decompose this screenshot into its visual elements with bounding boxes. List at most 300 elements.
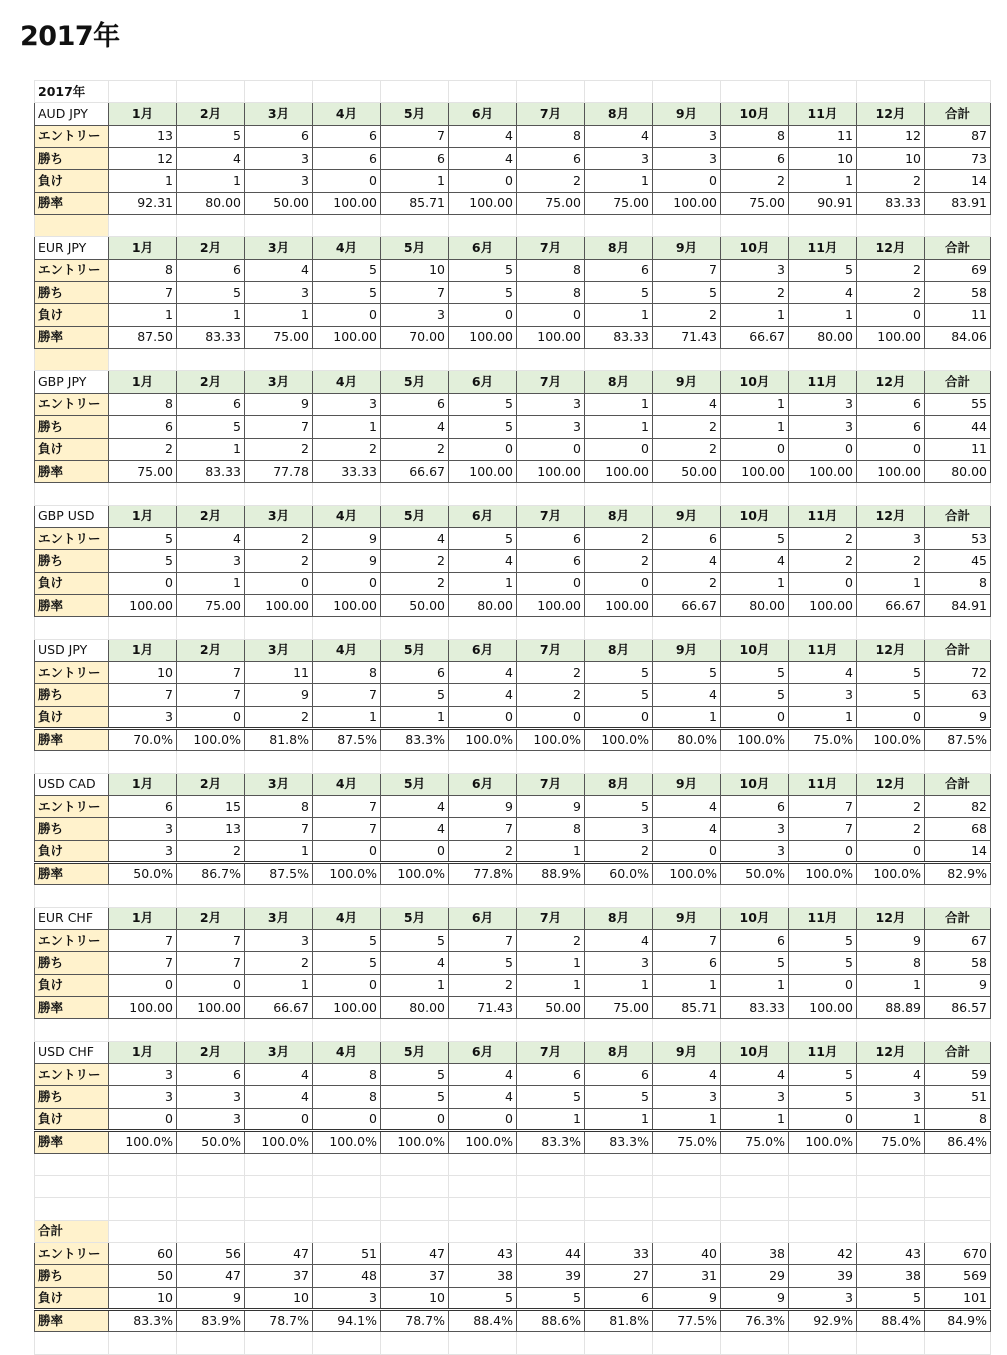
row-label-cell[interactable]: 勝率 — [35, 1309, 109, 1331]
value-cell[interactable]: 3 — [245, 282, 313, 304]
value-cell[interactable]: 3 — [177, 550, 245, 572]
value-cell[interactable]: 80.00 — [449, 594, 517, 616]
empty-cell[interactable] — [35, 215, 109, 237]
value-cell[interactable]: 1 — [177, 304, 245, 326]
value-cell[interactable]: 33.33 — [313, 460, 381, 482]
value-cell[interactable]: 80.00 — [177, 192, 245, 214]
value-cell[interactable]: 75.00 — [177, 594, 245, 616]
value-cell[interactable]: 4 — [653, 684, 721, 706]
value-cell[interactable]: 3 — [721, 818, 789, 840]
row-label-cell[interactable]: 勝率 — [35, 728, 109, 750]
month-header-cell[interactable]: 11月 — [789, 103, 857, 125]
value-cell[interactable]: 6 — [517, 1064, 585, 1086]
value-cell[interactable]: 6 — [381, 393, 449, 415]
month-header-cell[interactable]: 4月 — [313, 907, 381, 929]
value-cell[interactable]: 7 — [177, 684, 245, 706]
value-cell[interactable]: 75.00 — [109, 460, 177, 482]
empty-cell[interactable] — [35, 349, 109, 371]
empty-cell[interactable] — [245, 81, 313, 103]
value-cell[interactable]: 5 — [449, 527, 517, 549]
empty-cell[interactable] — [517, 1198, 585, 1220]
empty-cell[interactable] — [925, 81, 991, 103]
empty-cell[interactable] — [449, 81, 517, 103]
value-cell[interactable]: 88.89 — [857, 997, 925, 1019]
value-cell[interactable]: 9 — [925, 706, 991, 728]
empty-cell[interactable] — [857, 1198, 925, 1220]
empty-cell[interactable] — [449, 1153, 517, 1175]
value-cell[interactable]: 11 — [245, 661, 313, 683]
value-cell[interactable]: 5 — [585, 661, 653, 683]
value-cell[interactable]: 1 — [381, 706, 449, 728]
value-cell[interactable]: 100.0% — [857, 863, 925, 885]
month-header-cell[interactable]: 9月 — [653, 907, 721, 929]
empty-cell[interactable] — [109, 1198, 177, 1220]
value-cell[interactable]: 1 — [857, 974, 925, 996]
empty-cell[interactable] — [109, 1332, 177, 1354]
value-cell[interactable]: 3 — [789, 393, 857, 415]
value-cell[interactable]: 39 — [789, 1265, 857, 1287]
value-cell[interactable]: 80.00 — [925, 460, 991, 482]
value-cell[interactable]: 6 — [653, 952, 721, 974]
value-cell[interactable]: 1 — [789, 170, 857, 192]
value-cell[interactable]: 0 — [585, 706, 653, 728]
value-cell[interactable]: 44 — [925, 416, 991, 438]
empty-cell[interactable] — [789, 617, 857, 639]
month-header-cell[interactable]: 6月 — [449, 907, 517, 929]
value-cell[interactable]: 100.00 — [449, 326, 517, 348]
value-cell[interactable]: 1 — [245, 840, 313, 862]
value-cell[interactable]: 100.00 — [517, 460, 585, 482]
month-header-cell[interactable]: 1月 — [109, 237, 177, 259]
month-header-cell[interactable]: 5月 — [381, 1041, 449, 1063]
empty-cell[interactable] — [245, 215, 313, 237]
month-header-cell[interactable]: 11月 — [789, 773, 857, 795]
empty-cell[interactable] — [449, 617, 517, 639]
value-cell[interactable]: 0 — [857, 438, 925, 460]
value-cell[interactable]: 9 — [313, 550, 381, 572]
empty-cell[interactable] — [857, 885, 925, 907]
value-cell[interactable]: 83.33 — [177, 326, 245, 348]
empty-cell[interactable] — [653, 215, 721, 237]
empty-cell[interactable] — [177, 1153, 245, 1175]
month-header-cell[interactable]: 10月 — [721, 773, 789, 795]
empty-cell[interactable] — [313, 349, 381, 371]
value-cell[interactable]: 0 — [585, 438, 653, 460]
value-cell[interactable]: 88.4% — [857, 1309, 925, 1331]
month-header-cell[interactable]: 11月 — [789, 505, 857, 527]
empty-cell[interactable] — [517, 751, 585, 773]
value-cell[interactable]: 2 — [449, 840, 517, 862]
row-label-cell[interactable]: エントリー — [35, 930, 109, 952]
value-cell[interactable]: 83.3% — [381, 728, 449, 750]
value-cell[interactable]: 7 — [177, 930, 245, 952]
pair-name-cell[interactable]: EUR JPY — [35, 237, 109, 259]
value-cell[interactable]: 7 — [653, 259, 721, 281]
value-cell[interactable]: 27 — [585, 1265, 653, 1287]
value-cell[interactable]: 4 — [789, 282, 857, 304]
month-header-cell[interactable]: 10月 — [721, 371, 789, 393]
value-cell[interactable]: 5 — [313, 952, 381, 974]
value-cell[interactable]: 3 — [109, 706, 177, 728]
value-cell[interactable]: 83.91 — [925, 192, 991, 214]
value-cell[interactable]: 3 — [109, 818, 177, 840]
value-cell[interactable]: 2 — [721, 282, 789, 304]
value-cell[interactable]: 11 — [925, 304, 991, 326]
empty-cell[interactable] — [245, 751, 313, 773]
value-cell[interactable]: 45 — [925, 550, 991, 572]
value-cell[interactable]: 9 — [721, 1287, 789, 1309]
empty-cell[interactable] — [313, 1220, 381, 1242]
value-cell[interactable]: 5 — [381, 1086, 449, 1108]
value-cell[interactable]: 1 — [517, 840, 585, 862]
empty-cell[interactable] — [517, 215, 585, 237]
value-cell[interactable]: 0 — [109, 572, 177, 594]
value-cell[interactable]: 100.0% — [313, 863, 381, 885]
empty-cell[interactable] — [721, 617, 789, 639]
value-cell[interactable]: 569 — [925, 1265, 991, 1287]
value-cell[interactable]: 4 — [449, 684, 517, 706]
value-cell[interactable]: 7 — [789, 818, 857, 840]
empty-cell[interactable] — [35, 885, 109, 907]
value-cell[interactable]: 2 — [449, 974, 517, 996]
month-header-cell[interactable]: 2月 — [177, 1041, 245, 1063]
value-cell[interactable]: 14 — [925, 170, 991, 192]
value-cell[interactable]: 100.00 — [449, 460, 517, 482]
empty-cell[interactable] — [925, 1153, 991, 1175]
value-cell[interactable]: 6 — [313, 148, 381, 170]
value-cell[interactable]: 83.3% — [517, 1131, 585, 1153]
value-cell[interactable]: 75.00 — [585, 997, 653, 1019]
empty-cell[interactable] — [925, 215, 991, 237]
month-header-cell[interactable]: 合計 — [925, 505, 991, 527]
value-cell[interactable]: 77.8% — [449, 863, 517, 885]
value-cell[interactable]: 100.00 — [245, 594, 313, 616]
value-cell[interactable]: 5 — [857, 1287, 925, 1309]
value-cell[interactable]: 69 — [925, 259, 991, 281]
value-cell[interactable]: 88.6% — [517, 1309, 585, 1331]
value-cell[interactable]: 4 — [653, 550, 721, 572]
empty-cell[interactable] — [313, 1175, 381, 1197]
empty-cell[interactable] — [857, 1175, 925, 1197]
value-cell[interactable]: 8 — [517, 818, 585, 840]
month-header-cell[interactable]: 7月 — [517, 773, 585, 795]
value-cell[interactable]: 76.3% — [721, 1309, 789, 1331]
month-header-cell[interactable]: 1月 — [109, 103, 177, 125]
empty-cell[interactable] — [925, 885, 991, 907]
empty-cell[interactable] — [789, 349, 857, 371]
value-cell[interactable]: 88.4% — [449, 1309, 517, 1331]
value-cell[interactable]: 51 — [313, 1242, 381, 1264]
month-header-cell[interactable]: 6月 — [449, 1041, 517, 1063]
empty-cell[interactable] — [35, 1153, 109, 1175]
row-label-cell[interactable]: 勝ち — [35, 148, 109, 170]
month-header-cell[interactable]: 8月 — [585, 907, 653, 929]
empty-cell[interactable] — [653, 483, 721, 505]
value-cell[interactable]: 31 — [653, 1265, 721, 1287]
value-cell[interactable]: 6 — [653, 527, 721, 549]
empty-cell[interactable] — [585, 349, 653, 371]
value-cell[interactable]: 10 — [789, 148, 857, 170]
value-cell[interactable]: 4 — [381, 818, 449, 840]
month-header-cell[interactable]: 1月 — [109, 639, 177, 661]
value-cell[interactable]: 1 — [653, 974, 721, 996]
value-cell[interactable]: 80.0% — [653, 728, 721, 750]
empty-cell[interactable] — [381, 483, 449, 505]
value-cell[interactable]: 0 — [789, 974, 857, 996]
month-header-cell[interactable]: 4月 — [313, 1041, 381, 1063]
empty-cell[interactable] — [245, 1198, 313, 1220]
month-header-cell[interactable]: 9月 — [653, 505, 721, 527]
value-cell[interactable]: 4 — [381, 952, 449, 974]
value-cell[interactable]: 8 — [517, 259, 585, 281]
empty-cell[interactable] — [449, 349, 517, 371]
row-label-cell[interactable]: 勝率 — [35, 326, 109, 348]
empty-cell[interactable] — [313, 1198, 381, 1220]
value-cell[interactable]: 2 — [653, 572, 721, 594]
value-cell[interactable]: 47 — [177, 1265, 245, 1287]
value-cell[interactable]: 75.00 — [585, 192, 653, 214]
month-header-cell[interactable]: 合計 — [925, 639, 991, 661]
month-header-cell[interactable]: 2月 — [177, 103, 245, 125]
empty-cell[interactable] — [381, 617, 449, 639]
value-cell[interactable]: 5 — [789, 259, 857, 281]
value-cell[interactable]: 7 — [313, 684, 381, 706]
value-cell[interactable]: 10 — [381, 1287, 449, 1309]
month-header-cell[interactable]: 2月 — [177, 505, 245, 527]
value-cell[interactable]: 66.67 — [381, 460, 449, 482]
value-cell[interactable]: 0 — [313, 170, 381, 192]
value-cell[interactable]: 1 — [721, 304, 789, 326]
value-cell[interactable]: 1 — [789, 706, 857, 728]
row-label-cell[interactable]: エントリー — [35, 125, 109, 147]
pair-name-cell[interactable]: USD JPY — [35, 639, 109, 661]
value-cell[interactable]: 11 — [925, 438, 991, 460]
month-header-cell[interactable]: 10月 — [721, 103, 789, 125]
value-cell[interactable]: 2 — [245, 550, 313, 572]
month-header-cell[interactable]: 合計 — [925, 773, 991, 795]
value-cell[interactable]: 75.00 — [721, 192, 789, 214]
value-cell[interactable]: 9 — [177, 1287, 245, 1309]
value-cell[interactable]: 2 — [517, 170, 585, 192]
value-cell[interactable]: 12 — [109, 148, 177, 170]
value-cell[interactable]: 2 — [585, 840, 653, 862]
value-cell[interactable]: 4 — [585, 930, 653, 952]
empty-cell[interactable] — [381, 1019, 449, 1041]
value-cell[interactable]: 3 — [721, 1086, 789, 1108]
empty-cell[interactable] — [313, 1153, 381, 1175]
value-cell[interactable]: 58 — [925, 282, 991, 304]
value-cell[interactable]: 7 — [789, 796, 857, 818]
empty-cell[interactable] — [721, 1153, 789, 1175]
row-label-cell[interactable]: 負け — [35, 1108, 109, 1130]
value-cell[interactable]: 14 — [925, 840, 991, 862]
value-cell[interactable]: 6 — [313, 125, 381, 147]
value-cell[interactable]: 83.33 — [721, 997, 789, 1019]
value-cell[interactable]: 4 — [721, 1064, 789, 1086]
empty-cell[interactable] — [857, 483, 925, 505]
month-header-cell[interactable]: 10月 — [721, 237, 789, 259]
value-cell[interactable]: 100.0% — [381, 863, 449, 885]
empty-cell[interactable] — [789, 1332, 857, 1354]
empty-cell[interactable] — [381, 1175, 449, 1197]
value-cell[interactable]: 82.9% — [925, 863, 991, 885]
value-cell[interactable]: 6 — [721, 148, 789, 170]
empty-cell[interactable] — [449, 1019, 517, 1041]
value-cell[interactable]: 51 — [925, 1086, 991, 1108]
value-cell[interactable]: 3 — [381, 304, 449, 326]
row-label-cell[interactable]: 勝ち — [35, 550, 109, 572]
value-cell[interactable]: 2 — [857, 550, 925, 572]
empty-cell[interactable] — [925, 1332, 991, 1354]
value-cell[interactable]: 3 — [585, 952, 653, 974]
value-cell[interactable]: 100.00 — [721, 460, 789, 482]
value-cell[interactable]: 0 — [789, 1108, 857, 1130]
value-cell[interactable]: 84.9% — [925, 1309, 991, 1331]
value-cell[interactable]: 82 — [925, 796, 991, 818]
value-cell[interactable]: 3 — [857, 527, 925, 549]
month-header-cell[interactable]: 6月 — [449, 371, 517, 393]
empty-cell[interactable] — [177, 1220, 245, 1242]
value-cell[interactable]: 1 — [381, 170, 449, 192]
month-header-cell[interactable]: 12月 — [857, 1041, 925, 1063]
value-cell[interactable]: 0 — [177, 974, 245, 996]
value-cell[interactable]: 100.00 — [585, 594, 653, 616]
month-header-cell[interactable]: 7月 — [517, 639, 585, 661]
empty-cell[interactable] — [517, 1019, 585, 1041]
value-cell[interactable]: 5 — [313, 930, 381, 952]
value-cell[interactable]: 100.00 — [517, 326, 585, 348]
value-cell[interactable]: 100.0% — [449, 1131, 517, 1153]
value-cell[interactable]: 2 — [381, 438, 449, 460]
empty-cell[interactable] — [517, 1332, 585, 1354]
empty-cell[interactable] — [177, 751, 245, 773]
empty-cell[interactable] — [925, 617, 991, 639]
value-cell[interactable]: 7 — [177, 952, 245, 974]
empty-cell[interactable] — [35, 751, 109, 773]
value-cell[interactable]: 81.8% — [585, 1309, 653, 1331]
value-cell[interactable]: 50.0% — [177, 1131, 245, 1153]
month-header-cell[interactable]: 3月 — [245, 237, 313, 259]
empty-cell[interactable] — [925, 1198, 991, 1220]
month-header-cell[interactable]: 8月 — [585, 1041, 653, 1063]
empty-cell[interactable] — [177, 1198, 245, 1220]
value-cell[interactable]: 88.9% — [517, 863, 585, 885]
empty-cell[interactable] — [109, 349, 177, 371]
sheet-year-cell[interactable]: 2017年 — [35, 81, 109, 103]
empty-cell[interactable] — [381, 885, 449, 907]
empty-cell[interactable] — [721, 1019, 789, 1041]
empty-cell[interactable] — [789, 1175, 857, 1197]
value-cell[interactable]: 5 — [381, 1064, 449, 1086]
month-header-cell[interactable]: 8月 — [585, 505, 653, 527]
value-cell[interactable]: 7 — [449, 930, 517, 952]
value-cell[interactable]: 5 — [449, 259, 517, 281]
value-cell[interactable]: 1 — [653, 706, 721, 728]
empty-cell[interactable] — [449, 1332, 517, 1354]
month-header-cell[interactable]: 4月 — [313, 639, 381, 661]
value-cell[interactable]: 6 — [517, 527, 585, 549]
month-header-cell[interactable]: 10月 — [721, 907, 789, 929]
month-header-cell[interactable]: 合計 — [925, 103, 991, 125]
empty-cell[interactable] — [857, 349, 925, 371]
value-cell[interactable]: 12 — [857, 125, 925, 147]
empty-cell[interactable] — [177, 81, 245, 103]
empty-cell[interactable] — [925, 1019, 991, 1041]
value-cell[interactable]: 68 — [925, 818, 991, 840]
empty-cell[interactable] — [109, 215, 177, 237]
value-cell[interactable]: 3 — [653, 148, 721, 170]
value-cell[interactable]: 10 — [109, 1287, 177, 1309]
month-header-cell[interactable]: 3月 — [245, 1041, 313, 1063]
value-cell[interactable]: 100.00 — [585, 460, 653, 482]
empty-cell[interactable] — [925, 751, 991, 773]
value-cell[interactable]: 6 — [585, 1064, 653, 1086]
row-label-cell[interactable]: 勝ち — [35, 416, 109, 438]
month-header-cell[interactable]: 12月 — [857, 103, 925, 125]
empty-cell[interactable] — [35, 483, 109, 505]
value-cell[interactable]: 100.00 — [517, 594, 585, 616]
value-cell[interactable]: 1 — [653, 1108, 721, 1130]
value-cell[interactable]: 3 — [245, 148, 313, 170]
month-header-cell[interactable]: 9月 — [653, 103, 721, 125]
value-cell[interactable]: 2 — [585, 550, 653, 572]
value-cell[interactable]: 6 — [177, 393, 245, 415]
month-header-cell[interactable]: 7月 — [517, 1041, 585, 1063]
month-header-cell[interactable]: 2月 — [177, 371, 245, 393]
value-cell[interactable]: 9 — [313, 527, 381, 549]
value-cell[interactable]: 101 — [925, 1287, 991, 1309]
value-cell[interactable]: 71.43 — [449, 997, 517, 1019]
value-cell[interactable]: 86.57 — [925, 997, 991, 1019]
row-label-cell[interactable]: 負け — [35, 438, 109, 460]
empty-cell[interactable] — [857, 215, 925, 237]
value-cell[interactable]: 5 — [109, 527, 177, 549]
value-cell[interactable]: 0 — [517, 304, 585, 326]
empty-cell[interactable] — [449, 751, 517, 773]
value-cell[interactable]: 66.67 — [653, 594, 721, 616]
empty-cell[interactable] — [381, 349, 449, 371]
value-cell[interactable]: 100.0% — [789, 863, 857, 885]
value-cell[interactable]: 1 — [109, 170, 177, 192]
empty-cell[interactable] — [585, 81, 653, 103]
value-cell[interactable]: 4 — [449, 148, 517, 170]
value-cell[interactable]: 0 — [313, 1108, 381, 1130]
empty-cell[interactable] — [925, 1175, 991, 1197]
empty-cell[interactable] — [653, 1220, 721, 1242]
empty-cell[interactable] — [721, 751, 789, 773]
value-cell[interactable]: 43 — [449, 1242, 517, 1264]
value-cell[interactable]: 7 — [245, 416, 313, 438]
value-cell[interactable]: 2 — [177, 840, 245, 862]
empty-cell[interactable] — [721, 1332, 789, 1354]
month-header-cell[interactable]: 2月 — [177, 237, 245, 259]
value-cell[interactable]: 1 — [381, 974, 449, 996]
value-cell[interactable]: 3 — [245, 930, 313, 952]
row-label-cell[interactable]: 勝ち — [35, 282, 109, 304]
value-cell[interactable]: 84.91 — [925, 594, 991, 616]
value-cell[interactable]: 8 — [109, 393, 177, 415]
empty-cell[interactable] — [653, 751, 721, 773]
empty-cell[interactable] — [381, 215, 449, 237]
value-cell[interactable]: 8 — [245, 796, 313, 818]
month-header-cell[interactable]: 8月 — [585, 773, 653, 795]
value-cell[interactable]: 10 — [857, 148, 925, 170]
value-cell[interactable]: 11 — [789, 125, 857, 147]
month-header-cell[interactable]: 12月 — [857, 907, 925, 929]
value-cell[interactable]: 8 — [517, 125, 585, 147]
value-cell[interactable]: 59 — [925, 1064, 991, 1086]
value-cell[interactable]: 4 — [653, 393, 721, 415]
